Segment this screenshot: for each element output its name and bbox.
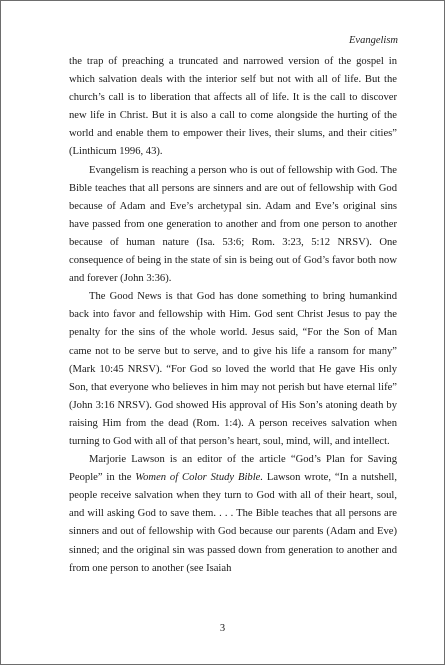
lawson-text-after: Lawson wrote, “In a nutshell, people receive salvation when they turn to God with all of their heart, soul, and will asking God to save them. . . . The Bible teaches that all persons are sinners and out of fellowship with God because our parents (Adam and Eve) sinned; and the original sin was passed down from generation to another and from one person to another (see Isaiah — [69, 472, 397, 574]
lawson-text-before: Marjorie Lawson is an editor of the article “God’s Plan for Saving People” in the — [69, 454, 397, 484]
running-header: Evangelism — [349, 35, 398, 46]
page-number: 3 — [219, 623, 226, 634]
paragraph-evangelism: Evangelism is reaching a person who is out of fellowship with God. The Bible teaches that all persons are sinners and are out of fellowship with God because of Adam and Eve’s archetypal sin. Adam and Eve’s original sins have passed from one generation to another and from one person to another because of human nature (Isa. 53:6; Rom. 3:23, 5:12 NRSV). One consequence of being in the state of sin is being out of God’s favor both now and forever (John 3:36). — [69, 164, 397, 285]
paragraph-lawson — [69, 451, 397, 578]
page-body — [69, 53, 397, 578]
book-title: Women of Color Study Bible. — [135, 472, 263, 484]
paragraph-good-news: The Good News is that God has done something to bring humankind back into favor and fellowship with Him. God sent Christ Jesus to pay the penalty for the sins of the whole world. Jesus said, “For the Son of Man came not to be serve but to serve, and to give his life a ransom for many” (Mark 10:45 NRSV). “For God so loved the world that He gave His only Son, that everyone who believes in him may not perish but have eternal life” (John 3:16 NRSV). God showed His approval of His Son’s atoning death by raising Him from the dead (Rom. 1:4). A person receives salvation when turning to God with all of that person’s heart, soul, mind, will, and intellect. — [69, 291, 397, 447]
paragraph-continuation: the trap of preaching a truncated and narrowed version of the gospel in which salvation deals with the interior self but not with all of life. But the church’s call is to liberation that affects all of life. It is the call to discover new life in Christ. But it is also a call to come alongside the hurting of the world and enable them to empower their lives, their slums, and their cities” (Linthicum 1996, 43). — [69, 56, 397, 158]
